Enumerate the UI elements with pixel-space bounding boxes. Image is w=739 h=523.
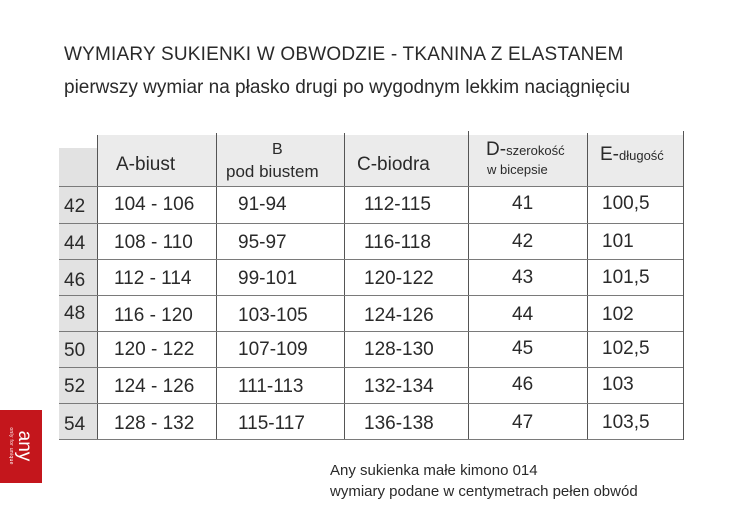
b-cell: 91-94	[238, 194, 287, 215]
size-cell: 50	[64, 340, 86, 361]
brand-tagline: only for unique	[8, 427, 14, 465]
e-cell: 101	[602, 231, 634, 252]
size-cell: 46	[64, 270, 86, 291]
a-cell: 108 - 110	[114, 232, 193, 253]
row-divider	[59, 331, 683, 332]
size-cell: 54	[64, 414, 86, 435]
header-d-small-2: w bicepsie	[487, 162, 548, 177]
footer-product-name: Any sukienka małe kimono 014	[330, 462, 538, 479]
size-cell: 48	[64, 303, 86, 324]
header-d-prefix: D-	[486, 139, 507, 160]
d-cell: 45	[512, 338, 534, 359]
size-cell: 44	[64, 233, 86, 254]
header-c-biodra: C-biodra	[357, 154, 430, 175]
column-divider	[683, 131, 684, 440]
page-title: WYMIARY SUKIENKI W OBWODZIE - TKANINA Z ELASTANEM	[64, 44, 624, 65]
column-divider	[344, 133, 345, 440]
header-e-small: długość	[619, 148, 664, 163]
e-cell: 100,5	[602, 193, 650, 214]
d-cell: 43	[512, 267, 534, 288]
header-b-line1: B	[272, 141, 283, 158]
a-cell: 128 - 132	[114, 413, 195, 434]
a-cell: 116 - 120	[114, 305, 193, 326]
a-cell: 124 - 126	[114, 376, 195, 397]
d-cell: 44	[512, 304, 534, 325]
column-divider	[587, 133, 588, 440]
brand-logo	[0, 410, 42, 483]
row-divider	[59, 403, 683, 404]
header-a-biust: A-biust	[116, 154, 176, 175]
c-cell: 116-118	[364, 232, 431, 253]
row-divider	[59, 259, 683, 260]
row-divider	[59, 223, 683, 224]
c-cell: 124-126	[364, 305, 434, 326]
c-cell: 136-138	[364, 413, 434, 434]
b-cell: 115-117	[238, 413, 305, 434]
a-cell: 112 - 114	[114, 268, 192, 289]
e-cell: 101,5	[602, 267, 650, 288]
e-cell: 103	[602, 374, 634, 395]
a-cell: 120 - 122	[114, 339, 195, 360]
b-cell: 111-113	[238, 376, 304, 397]
row-divider	[59, 439, 683, 440]
e-cell: 102,5	[602, 338, 650, 359]
d-cell: 47	[512, 412, 534, 433]
c-cell: 112-115	[364, 194, 431, 215]
c-cell: 128-130	[364, 339, 434, 360]
c-cell: 120-122	[364, 268, 434, 289]
size-cell: 52	[64, 376, 86, 397]
column-divider	[97, 135, 98, 440]
header-d-letter	[486, 140, 565, 159]
a-cell: 104 - 106	[114, 194, 195, 215]
column-divider	[468, 131, 469, 440]
row-divider	[59, 186, 683, 187]
page-subtitle: pierwszy wymiar na płasko drugi po wygodnym lekkim naciągnięciu	[64, 77, 631, 98]
e-cell: 103,5	[602, 412, 650, 433]
c-cell: 132-134	[364, 376, 434, 397]
d-cell: 46	[512, 374, 534, 395]
d-cell: 41	[512, 193, 534, 214]
e-cell: 102	[602, 304, 634, 325]
header-b-line2: pod biustem	[226, 162, 319, 181]
brand-name: any	[14, 430, 35, 462]
size-cell: 42	[64, 196, 86, 217]
header-d-small-1: szerokość	[506, 143, 565, 158]
b-cell: 95-97	[238, 232, 287, 253]
row-divider	[59, 295, 683, 296]
footer-note: wymiary podane w centymetrach pełen obwód	[330, 483, 638, 500]
header-e-prefix: E-	[600, 144, 619, 165]
column-divider	[216, 133, 217, 440]
b-cell: 103-105	[238, 305, 308, 326]
b-cell: 99-101	[238, 268, 298, 289]
b-cell: 107-109	[238, 339, 308, 360]
row-divider	[59, 367, 683, 368]
header-e-dlugosc	[600, 145, 664, 164]
d-cell: 42	[512, 231, 534, 252]
brand-logo-text	[8, 427, 34, 464]
